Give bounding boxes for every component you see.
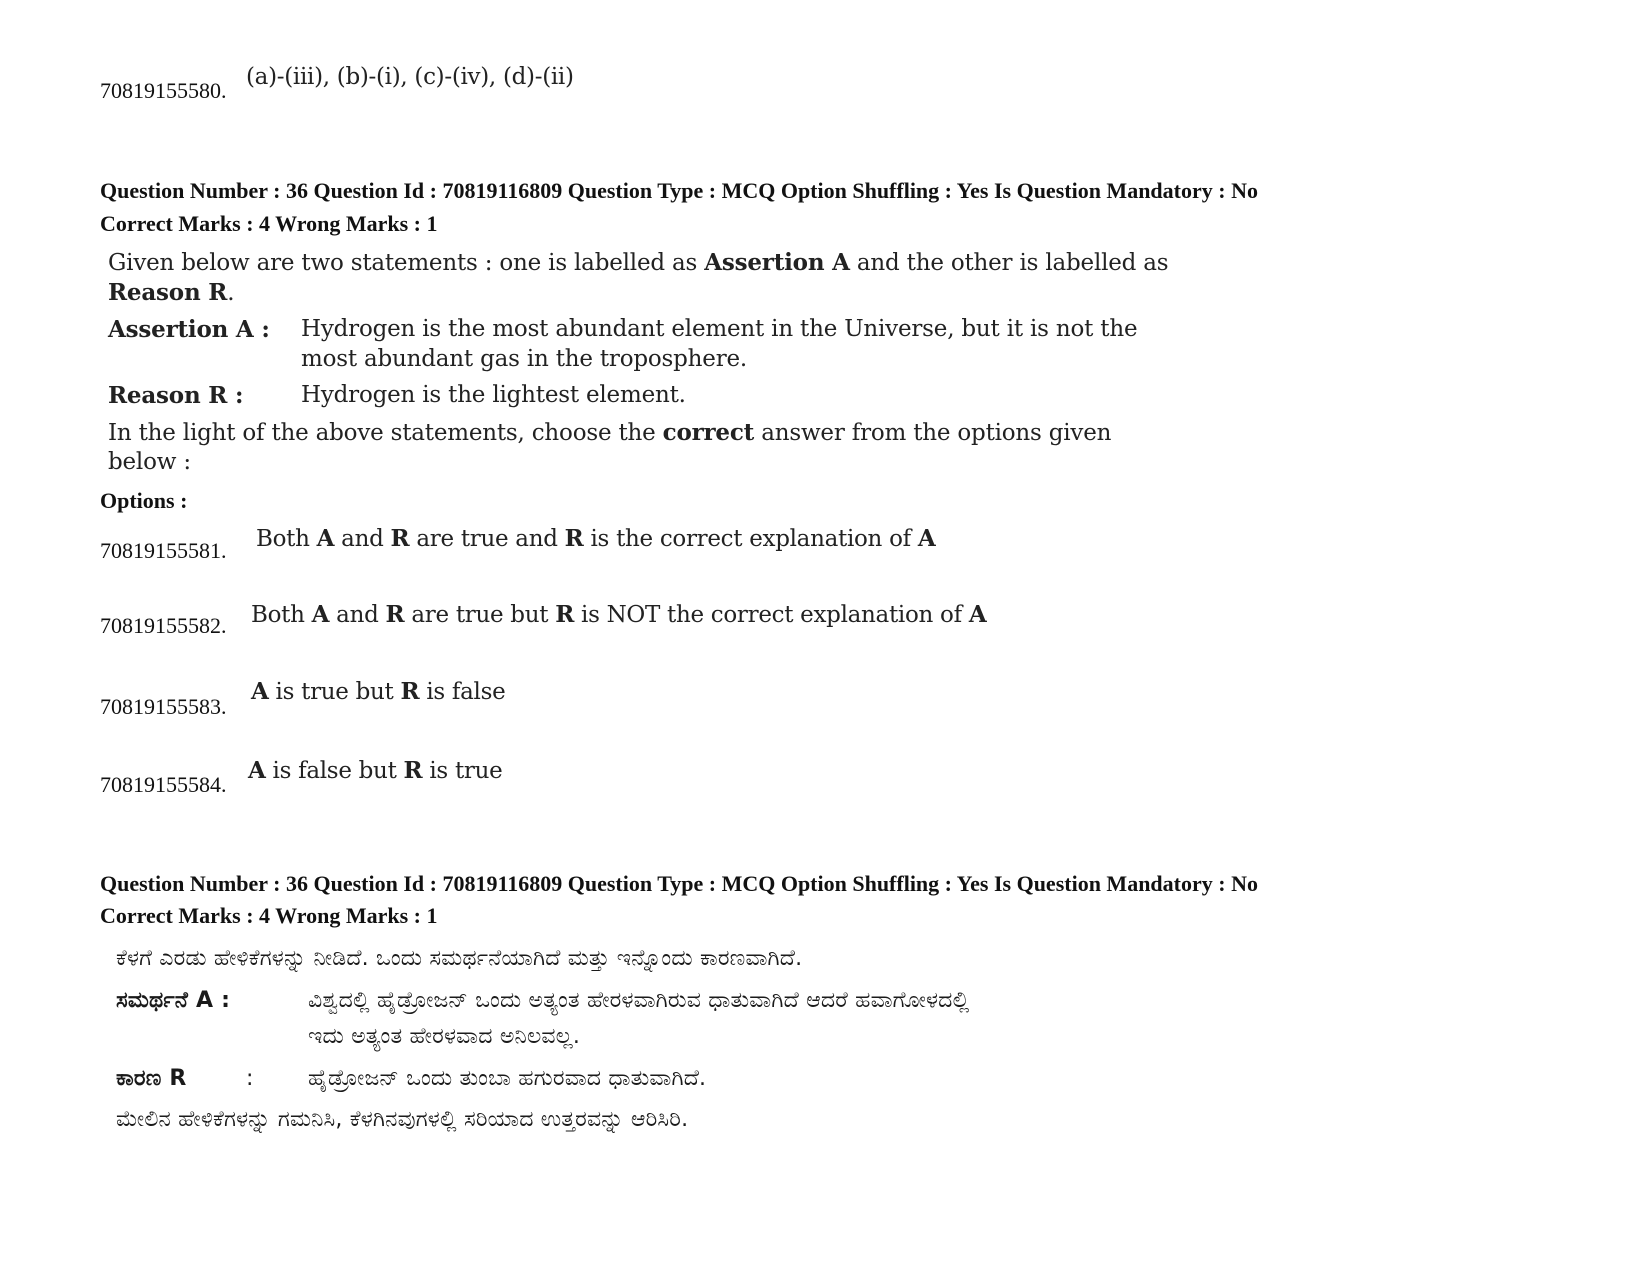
instruction-en: In the light of the above statements, choose the correct answer from the options given: [108, 419, 1112, 446]
assertion-text-kn-line2: ಇದು ಅತ್ಯಂತ ಹೇರಳವಾದ ಅನಿಲವಲ್ಲ.: [308, 1024, 581, 1049]
question-header-en: Question Number : 36 Question Id : 70819116809 Question Type : MCQ Option Shuffling : Yes Is Question Mandatory : No: [100, 178, 1258, 203]
marks-line-kn: Correct Marks : 4 Wrong Marks : 1: [100, 903, 438, 928]
assertion-text-en-line1: Hydrogen is the most abundant element in the Universe, but it is not the: [301, 316, 1138, 342]
options-label: Options :: [100, 488, 188, 513]
question-header-kn: Question Number : 36 Question Id : 70819116809 Question Type : MCQ Option Shuffling : Yes Is Question Mandatory : No: [100, 871, 1258, 896]
assertion-label-en: Assertion A :: [108, 316, 270, 343]
option-text: Both A and R are true and R is the correct explanation of A: [256, 525, 936, 552]
assertion-text-kn-line1: ವಿಶ್ವದಲ್ಲಿ ಹೈಡ್ರೋಜನ್ ಒಂದು ಅತ್ಯಂತ ಹೇರಳವಾಗಿರುವ ಧಾತುವಾಗಿದೆ ಆದರೆ ಹವಾಗೋಳದಲ್ಲಿ: [308, 988, 970, 1013]
assertion-text-en-line2: most abundant gas in the troposphere.: [301, 346, 748, 372]
option-text: A is false but R is true: [248, 757, 503, 784]
instruction-kn: ಮೇಲಿನ ಹೇಳಿಕೆಗಳನ್ನು ಗಮನಿಸಿ, ಕೆಳಗಿನವುಗಳಲ್ಲಿ ಸರಿಯಾದ ಉತ್ತರವನ್ನು ಆರಿಸಿರಿ.: [116, 1107, 689, 1132]
question-intro-en: Given below are two statements : one is labelled as Assertion A and the other is labelled as: [108, 249, 1169, 276]
reason-label-en: Reason R :: [108, 382, 244, 409]
option-id: 70819155582.: [100, 613, 227, 638]
option-text: Both A and R are true but R is NOT the correct explanation of A: [251, 601, 987, 628]
option-id: 70819155581.: [100, 538, 227, 563]
assertion-label-kn: ಸಮರ್ಥನೆ A :: [116, 988, 231, 1013]
option-id: 70819155584.: [100, 772, 227, 797]
option-text: A is true but R is false: [251, 678, 506, 705]
marks-line-en: Correct Marks : 4 Wrong Marks : 1: [100, 211, 438, 236]
question-intro-kn: ಕೆಳಗೆ ಎರಡು ಹೇಳಿಕೆಗಳನ್ನು ನೀಡಿದೆ. ಒಂದು ಸಮರ್ಥನೆಯಾಗಿದೆ ಮತ್ತು ಇನ್ನೊಂದು ಕಾರಣವಾಗಿದೆ.: [116, 946, 803, 971]
option-id: 70819155583.: [100, 694, 227, 719]
reason-text-kn: ಹೈಡ್ರೋಜನ್ ಒಂದು ತುಂಬಾ ಹಗುರವಾದ ಧಾತುವಾಗಿದೆ.: [308, 1066, 707, 1091]
prev-option-id: 70819155580.: [100, 78, 227, 103]
question-intro-en-line2: Reason R.: [108, 279, 235, 306]
reason-colon-kn: :: [246, 1066, 254, 1091]
instruction-en-line2: below :: [108, 449, 191, 475]
reason-text-en: Hydrogen is the lightest element.: [301, 382, 686, 408]
prev-option-text: (a)-(iii), (b)-(i), (c)-(iv), (d)-(ii): [246, 64, 574, 90]
reason-label-kn: ಕಾರಣ R: [116, 1066, 187, 1091]
